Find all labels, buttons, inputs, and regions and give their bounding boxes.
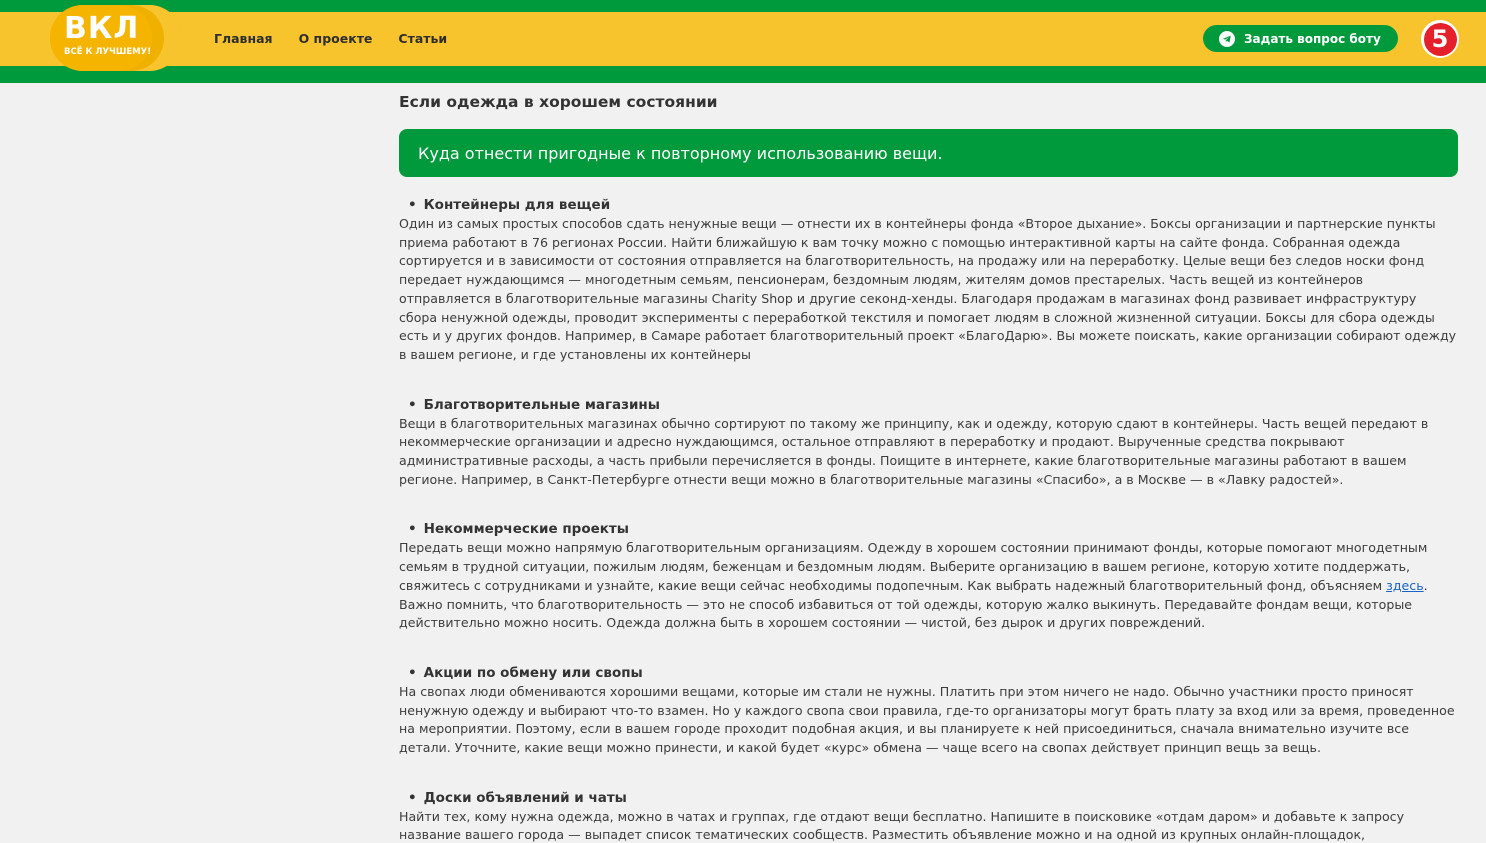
telegram-icon bbox=[1219, 31, 1235, 47]
list-item bbox=[399, 663, 1458, 758]
item-title: • Акции по обмену или свопы bbox=[399, 663, 1458, 683]
article-content bbox=[399, 91, 1458, 843]
ask-bot-label: Задать вопрос боту bbox=[1244, 31, 1381, 46]
item-title: • Некоммерческие проекты bbox=[399, 519, 1458, 539]
header-bottom-strip bbox=[0, 66, 1486, 83]
section-title: Если одежда в хорошем состоянии bbox=[399, 93, 718, 111]
item-text: На свопах люди обмениваются хорошими вещами, которые им стали не нужны. Платить при этом ничего не надо. Обычно участники просто приносят ненужную одежду и выбирают что-то взамен. Но у каждого свопа свои правила, где-то организаторы могут брать плату за вход или за время, проведенное на мероприятии. Поэтому, если в вашем городе проходит подобная акция, и вы планируете к ней присоединиться, сначала внимательно изучите все детали. Уточните, какие вещи можно принести, и какой будет «курс» обмена — чаще всего на свопах действует принцип вещь за вещь. bbox=[399, 683, 1455, 756]
list-item bbox=[399, 395, 1458, 490]
callout-banner bbox=[399, 129, 1458, 177]
list-item bbox=[399, 195, 1458, 365]
nav-item-home[interactable]: Главная bbox=[214, 31, 273, 46]
main-nav bbox=[214, 31, 447, 46]
logo-slogan: ВСЁ К ЛУЧШЕМУ! bbox=[64, 47, 152, 57]
list-item bbox=[399, 788, 1458, 843]
here-link[interactable]: здесь bbox=[1386, 577, 1424, 593]
item-text: Один из самых простых способов сдать ненужные вещи — отнести их в контейнеры фонда «Второе дыхание». Боксы организации и партнерские пункты приема работают в 76 регионах России. Найти ближайшую к вам точку можно с помощью интерактивной карты на сайте фонда. Собранная одежда сортируется и в зависимости от состояния отправляется на благотворительность, на продажу или на переработку. Целые вещи без следов носки фонд передает нуждающимся — многодетным семьям, пенсионерам, бездомным людям, жителям домов престарелых. Часть вещей из контейнеров отправляется в благотворительные магазины Charity Shop и другие секонд-хенды. Благодаря продажам в магазинах фонд развивает инфраструктуру сбора ненужной одежды, проводит эксперименты с переработкой текстиля и помогает людям в сложной жизненной ситуации. Боксы для сбора одежды есть и у других фондов. Например, в Самаре работает благотворительный проект «БлагоДарю». Вы можете поискать, какие организации собирают одежду в вашем регионе, и где установлены их контейнеры bbox=[399, 216, 1457, 362]
logo-badge bbox=[50, 5, 152, 71]
callout-text: Куда отнести пригодные к повторному использованию вещи. bbox=[418, 143, 943, 163]
item-text bbox=[399, 539, 1458, 633]
nav-item-about[interactable]: О проекте bbox=[298, 31, 373, 46]
item-title: • Доски объявлений и чаты bbox=[399, 788, 1458, 808]
nav-item-articles[interactable]: Статьи bbox=[398, 31, 448, 46]
pyaterochka-logo-icon[interactable] bbox=[1421, 20, 1459, 58]
item-title: • Контейнеры для вещей bbox=[399, 195, 1458, 215]
header-top-strip bbox=[0, 0, 1486, 12]
logo-main-text: ВКЛ bbox=[64, 11, 140, 46]
item-text-before: Передать вещи можно напрямую благотворительным организациям. Одежду в хорошем состоянии принимают фонды, которые помогают многодетным семьям в трудной ситуации, пожилым людям, беженцам и бездомным людям. Выберите организацию в вашем регионе, которую хотите поддержать, свяжитесь с сотрудниками и узнайте, какие вещи сейчас необходимы подопечным. Как выбрать надежный благотворительный фонд, объясняем bbox=[399, 540, 1428, 593]
item-text: Вещи в благотворительных магазинах обычно сортируют по такому же принципу, как и одежду, которую сдают в контейнеры. Часть вещей передают в некоммерческие организации и адресно нуждающимся, остальное отправляют в переработку и продают. Вырученные средства покрывают административные расходы, а часть прибыли перечисляется в фонды. Поищите в интернете, какие благотворительные магазины работают в вашем регионе. Например, в Санкт-Петербурге отнести вещи можно в благотворительные магазины «Спасибо», а в Москве — в «Лавку радостей». bbox=[399, 415, 1429, 487]
site-logo[interactable] bbox=[50, 5, 182, 71]
item-text: Найти тех, кому нужна одежда, можно в чатах и группах, где отдают вещи бесплатно. Напишите в поисковике «отдам даром» и добавьте к запросу название вашего города — выпадет список тематических сообществ. Разместить объявление можно и на одной из крупных онлайн-площадок, bbox=[399, 808, 1405, 843]
item-title: • Благотворительные магазины bbox=[399, 395, 1458, 415]
brand-mark: 5 bbox=[1424, 23, 1457, 56]
ask-bot-button[interactable] bbox=[1203, 25, 1398, 52]
item-text-after: . Важно помнить, что благотворительность — это не способ избавиться от той одежды, которую жалко выкинуть. Передавайте фондам вещи, которые действительно можно носить. Одежда должна быть в хорошем состоянии — чистой, без дырок и других повреждений. bbox=[399, 577, 1428, 631]
list-item bbox=[399, 519, 1458, 633]
